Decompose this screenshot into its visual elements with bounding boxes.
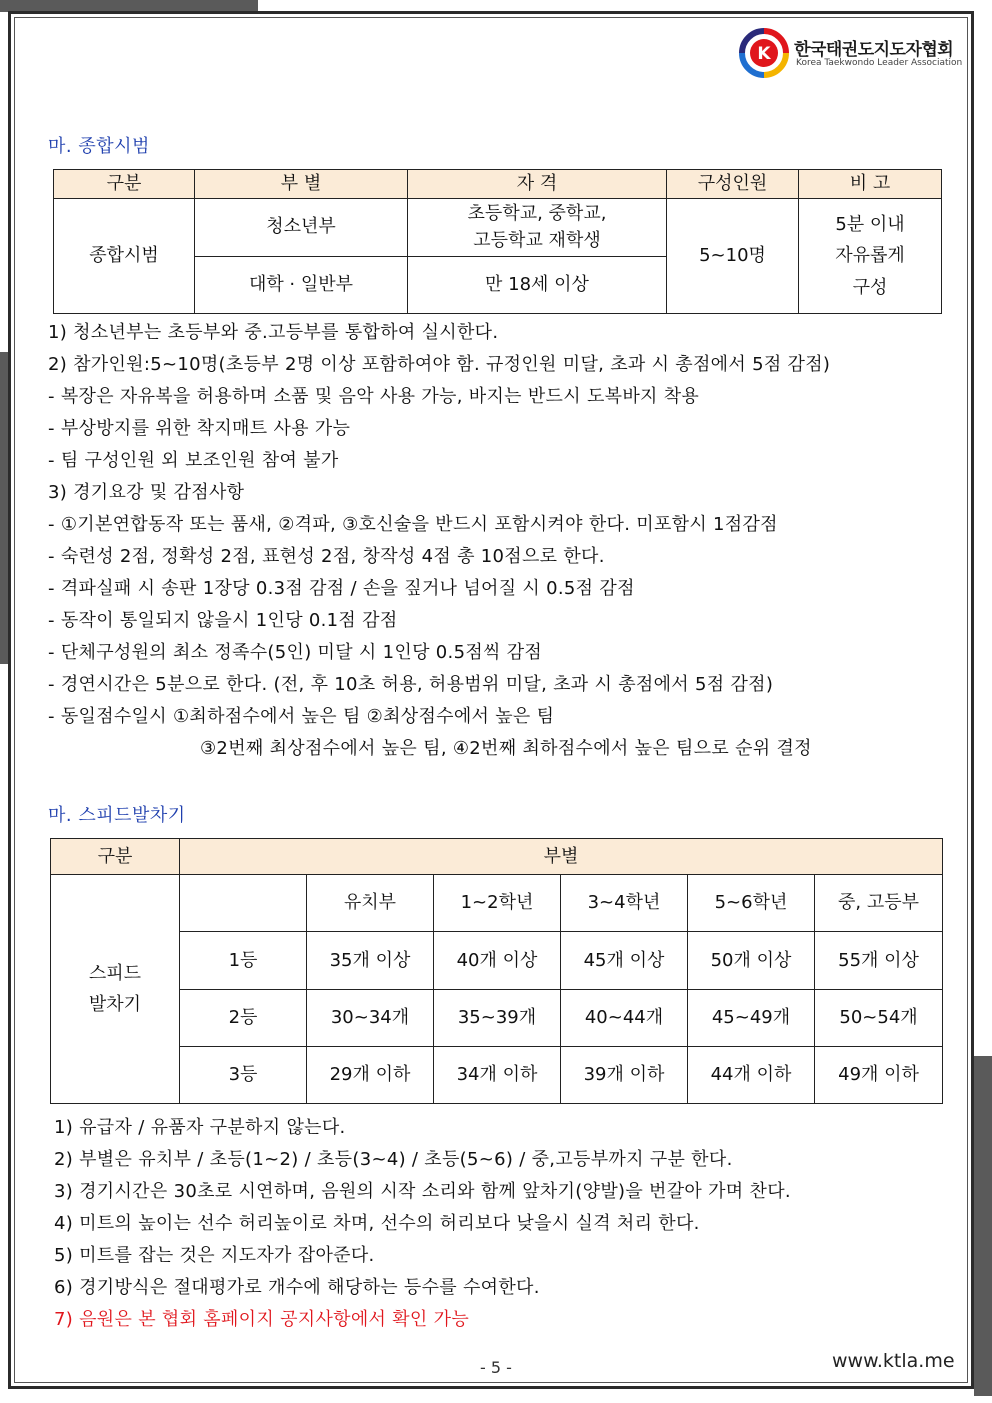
note-line: - 숙련성 2점, 정확성 2점, 표현성 2점, 창작성 4점 총 10점으로 한다. xyxy=(48,546,605,567)
org-subtitle: Korea Taekwondo Leader Association xyxy=(796,58,963,68)
note-line: - ①기본연합동작 또는 품새, ②격파, ③호신술을 반드시 포함시켜야 한다. 미포함시 1점감점 xyxy=(48,514,778,535)
website-link[interactable]: www.ktla.me xyxy=(832,1350,955,1372)
count-cell: 45~49개 xyxy=(688,990,815,1047)
col-header-category: 구분 xyxy=(51,839,180,875)
table-row xyxy=(51,932,943,990)
division-cell: 청소년부 xyxy=(195,198,408,256)
note-line: ③2번째 최상점수에서 높은 팀, ④2번째 최하점수에서 높은 팀으로 순위 결정 xyxy=(200,738,812,759)
rank-cell: 2등 xyxy=(180,990,307,1047)
note-line: 3) 경기요강 및 감점사항 xyxy=(48,482,245,503)
category-cell: 종합시범 xyxy=(54,198,195,313)
count-cell: 50개 이상 xyxy=(688,932,815,990)
members-cell: 5~10명 xyxy=(667,198,799,313)
org-name: 한국태권도지도자협회 xyxy=(794,40,954,60)
section2-title: 마. 스피드발차기 xyxy=(48,805,186,826)
qualification-cell: 만 18세 이상 xyxy=(408,256,667,313)
count-cell: 45개 이상 xyxy=(561,932,688,990)
note-line: - 동작이 통일되지 않을시 1인당 0.1점 감점 xyxy=(48,610,398,631)
section1-title: 마. 종합시범 xyxy=(48,136,150,157)
right-decoration-bar xyxy=(974,1056,992,1396)
note-line: 5) 미트를 잡는 것은 지도자가 잡아준다. xyxy=(48,1245,375,1266)
note-line: 6) 경기방식은 절대평가로 개수에 해당하는 등수를 수여한다. xyxy=(48,1277,540,1298)
page-number: - 5 - xyxy=(480,1358,512,1377)
division-cell: 대학 · 일반부 xyxy=(195,256,408,313)
count-cell: 35~39개 xyxy=(434,990,561,1047)
count-cell: 40~44개 xyxy=(561,990,688,1047)
note-line: 4) 미트의 높이는 선수 허리높이로 차며, 선수의 허리보다 낮을시 실격 처리 한다. xyxy=(48,1213,700,1234)
count-cell: 39개 이하 xyxy=(561,1047,688,1104)
note-line: 2) 부별은 유치부 / 초등(1~2) / 초등(3~4) / 초등(5~6) / 중,고등부까지 구분 한다. xyxy=(48,1149,733,1170)
rank-cell: 1등 xyxy=(180,932,307,990)
note-line: 3) 경기시간은 30초로 시연하며, 음원의 시작 소리와 함께 앞차기(양발)을 번갈아 가며 찬다. xyxy=(48,1181,791,1202)
count-cell: 30~34개 xyxy=(307,990,434,1047)
division-header: 5~6학년 xyxy=(688,875,815,932)
count-cell: 55개 이상 xyxy=(815,932,943,990)
col-header-division: 부 별 xyxy=(195,170,408,199)
note-cell: 5분 이내 자유롭게 구성 xyxy=(799,198,942,313)
note-line: - 부상방지를 위한 착지매트 사용 가능 xyxy=(48,418,351,439)
note-line: - 격파실패 시 송판 1장당 0.3점 감점 / 손을 짚거나 넘어질 시 0.5점 감점 xyxy=(48,578,635,599)
table-row xyxy=(51,990,943,1047)
section2-notes xyxy=(48,1112,791,1336)
col-header-qualification: 자 격 xyxy=(408,170,667,199)
division-header: 중, 고등부 xyxy=(815,875,943,932)
count-cell: 49개 이하 xyxy=(815,1047,943,1104)
count-cell: 29개 이하 xyxy=(307,1047,434,1104)
qualification-cell: 초등학교, 중학교, 고등학교 재학생 xyxy=(408,198,667,256)
note-line: - 동일점수일시 ①최하점수에서 높은 팀 ②최상점수에서 높은 팀 xyxy=(48,706,555,727)
count-cell: 50~54개 xyxy=(815,990,943,1047)
note-line: 2) 참가인원:5~10명(초등부 2명 이상 포함하여야 함. 규정인원 미달, 초과 시 총점에서 5점 감점) xyxy=(48,354,831,375)
col-header-members: 구성인원 xyxy=(667,170,799,199)
note-line: 1) 유급자 / 유품자 구분하지 않는다. xyxy=(48,1117,346,1138)
empty-cell xyxy=(180,875,307,932)
highlight-note: 7) 음원은 본 협회 홈페이지 공지사항에서 확인 가능 xyxy=(48,1309,470,1330)
category-cell: 스피드 발차기 xyxy=(51,875,180,1104)
count-cell: 34개 이하 xyxy=(434,1047,561,1104)
section1-notes xyxy=(48,317,830,765)
note-line: - 팀 구성인원 외 보조인원 참여 불가 xyxy=(48,450,339,471)
ktla-logo-icon xyxy=(738,27,790,79)
table-row xyxy=(51,1047,943,1104)
org-logo xyxy=(738,27,966,79)
note-line: - 복장은 자유복을 허용하며 소품 및 음악 사용 가능, 바지는 반드시 도복바지 착용 xyxy=(48,386,700,407)
division-header: 유치부 xyxy=(307,875,434,932)
col-header-category: 구분 xyxy=(54,170,195,199)
count-cell: 35개 이상 xyxy=(307,932,434,990)
count-cell: 44개 이하 xyxy=(688,1047,815,1104)
note-line: 1) 청소년부는 초등부와 중.고등부를 통합하여 실시한다. xyxy=(48,322,499,343)
col-header-note: 비 고 xyxy=(799,170,942,199)
note-line: - 단체구성원의 최소 정족수(5인) 미달 시 1인당 0.5점씩 감점 xyxy=(48,642,543,663)
section1-table xyxy=(53,169,942,314)
division-header: 1~2학년 xyxy=(434,875,561,932)
division-header: 3~4학년 xyxy=(561,875,688,932)
section2-table xyxy=(50,838,943,1104)
col-header-division: 부별 xyxy=(180,839,943,875)
svg-text:K: K xyxy=(757,44,771,64)
rank-cell: 3등 xyxy=(180,1047,307,1104)
count-cell: 40개 이상 xyxy=(434,932,561,990)
note-line: - 경연시간은 5분으로 한다. (전, 후 10초 허용, 허용범위 미달, 초과 시 총점에서 5점 감점) xyxy=(48,674,774,695)
